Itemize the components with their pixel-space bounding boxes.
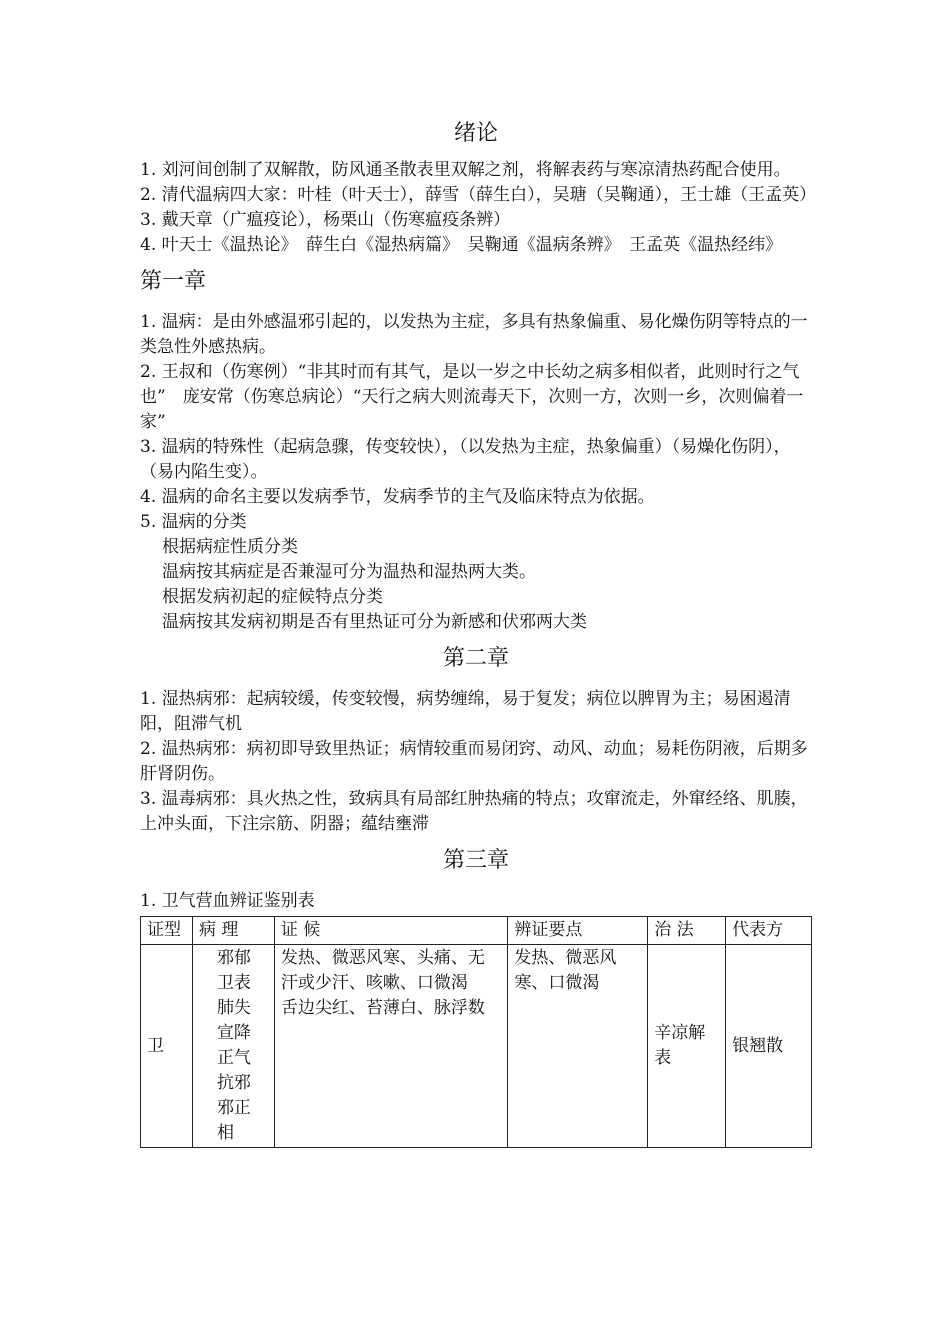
- cell-syndrome-type: 卫: [141, 945, 193, 1148]
- ch1-subitem-3: 根据发病初起的症候特点分类: [162, 587, 383, 607]
- ch2-item-3: 3. 温毒病邪：具火热之性，致病具有局部红肿热痛的特点；攻窜流走，外窜经络、肌腠，上冲头面，下注宗筋、阴器；蕴结壅滞: [140, 789, 808, 834]
- intro-item-2: 2. 清代温病四大家：叶桂（叶天士），薛雪（薛生白），吴瑭（吴鞠通），王士雄（王孟英）: [140, 185, 817, 205]
- syndrome-table: [140, 916, 812, 1148]
- intro-item-1: 1. 刘河间创制了双解散，防风通圣散表里双解之剂，将解表药与寒凉清热药配合使用。: [140, 160, 791, 180]
- header-key-points: 辨证要点: [508, 917, 648, 945]
- ch1-subitem-2: 温病按其病症是否兼湿可分为温热和湿热两大类。: [162, 562, 536, 582]
- chapter-3-title: 第三章: [442, 848, 509, 873]
- ch1-item-3: 3. 温病的特殊性（起病急骤，传变较快），（以发热为主症，热象偏重）（易燥化伤阴），（易内陷生变）。: [140, 437, 791, 482]
- ch1-subitem-1: 根据病症性质分类: [162, 537, 298, 557]
- document-page: [140, 118, 817, 1148]
- table-header-row: [141, 917, 812, 945]
- header-syndrome-type: 证型: [141, 917, 193, 945]
- chapter-2-title: 第二章: [442, 646, 509, 671]
- table-caption: 1. 卫气营血辨证鉴别表: [140, 891, 315, 911]
- cell-pathology: 邪郁卫表 肺失宣降 正气抗邪 邪正相: [192, 945, 274, 1148]
- ch1-item-2: 2. 王叔和（伤寒例）“非其时而有其气，是以一岁之中长幼之病多相似者，此则时行之气也” 庞安常（伤寒总病论）“天行之病大则流毒天下，次则一方，次则一乡，次则偏着一家”: [140, 362, 804, 432]
- ch2-item-1: 1. 湿热病邪：起病较缓，传变较慢，病势缠绵，易于复发；病位以脾胃为主；易困遏清阳，阻滞气机: [140, 689, 791, 734]
- chapter-1-title: 第一章: [140, 269, 207, 294]
- ch1-item-5: 5. 温病的分类: [140, 512, 247, 532]
- header-treatment: 治 法: [648, 917, 726, 945]
- header-pathology: 病 理: [192, 917, 274, 945]
- ch1-subitem-4: 温病按其发病初期是否有里热证可分为新感和伏邪两大类: [162, 612, 587, 632]
- cell-symptoms: 发热、微恶风寒、头痛、无汗或少汗、咳嗽、口微渴 舌边尖红、苔薄白、脉浮数: [274, 945, 508, 1148]
- cell-treatment: 辛凉解表: [648, 945, 726, 1148]
- ch1-item-1: 1. 温病：是由外感温邪引起的，以发热为主症，多具有热象偏重、易化燥伤阴等特点的一类急性外感热病。: [140, 312, 808, 357]
- intro-item-3: 3. 戴天章（广瘟疫论），杨栗山（伤寒瘟疫条辨）: [140, 210, 511, 230]
- header-formula: 代表方: [726, 917, 812, 945]
- intro-title: 绪论: [453, 121, 498, 146]
- ch2-item-2: 2. 温热病邪：病初即导致里热证；病情较重而易闭窍、动风、动血；易耗伤阴液，后期多肝肾阴伤。: [140, 739, 808, 784]
- cell-key-points: 发热、微恶风寒、口微渴: [508, 945, 648, 1148]
- table-row: [141, 945, 812, 1148]
- cell-formula: 银翘散: [726, 945, 812, 1148]
- ch1-item-4: 4. 温病的命名主要以发病季节，发病季节的主气及临床特点为依据。: [140, 487, 655, 507]
- intro-item-4: 4. 叶天士《温热论》 薛生白《湿热病篇》 吴鞠通《温病条辨》 王孟英《温热经纬》: [140, 235, 783, 255]
- header-symptoms: 证 候: [274, 917, 508, 945]
